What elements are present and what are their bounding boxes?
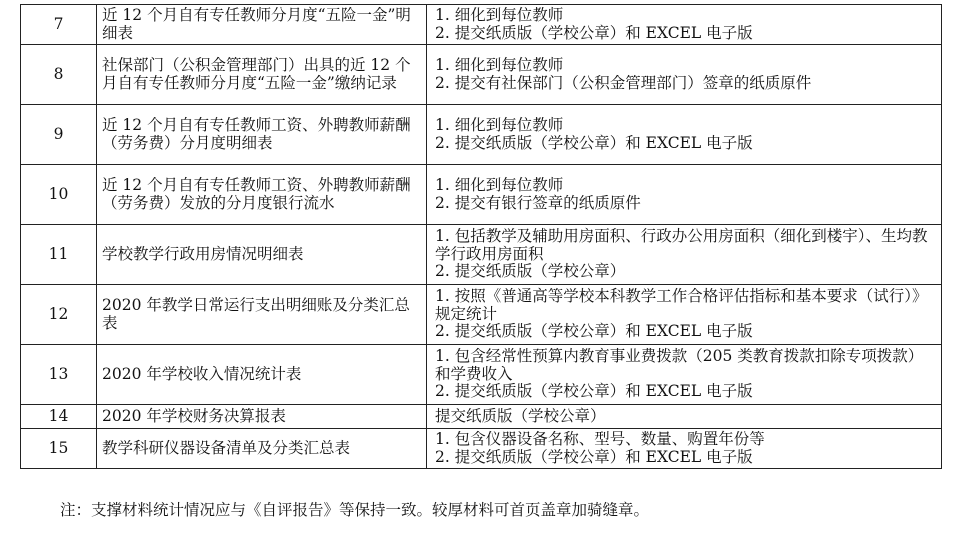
materials-table (20, 4, 942, 469)
row-number: 10 (21, 165, 97, 225)
row-number: 8 (21, 45, 97, 105)
requirement-line: 2. 提交纸质版（学校公章）和 EXCEL 电子版 (435, 322, 753, 341)
requirements-cell (427, 405, 942, 429)
table-row (21, 285, 942, 345)
row-number: 15 (21, 429, 97, 469)
material-name-cell (97, 105, 427, 165)
material-name: 2020 年教学日常运行支出明细账及分类汇总表 (102, 296, 410, 332)
row-number: 9 (21, 105, 97, 165)
requirement-line: 2. 提交纸质版（学校公章）和 EXCEL 电子版 (435, 447, 753, 466)
material-name: 近 12 个月自有专任教师分月度“五险一金”明细表 (102, 6, 411, 42)
material-name: 教学科研仪器设备清单及分类汇总表 (102, 438, 351, 457)
requirement-line: 2. 提交纸质版（学校公章）和 EXCEL 电子版 (435, 382, 753, 401)
requirement-line: 2. 提交纸质版（学校公章）和 EXCEL 电子版 (435, 133, 753, 152)
requirement-line: 2. 提交有社保部门（公积金管理部门）签章的纸质原件 (435, 73, 812, 92)
table-row (21, 225, 942, 285)
requirement-line: 提交纸质版（学校公章） (435, 406, 606, 425)
material-name-cell (97, 5, 427, 45)
requirement-line: 1. 细化到每位教师 (435, 56, 564, 74)
requirement-line: 1. 细化到每位教师 (435, 6, 564, 24)
table-row (21, 105, 942, 165)
row-number: 13 (21, 345, 97, 405)
table-row (21, 45, 942, 105)
table-body (21, 5, 942, 469)
requirements-cell (427, 225, 942, 285)
requirement-line: 1. 包含经常性预算内教育事业费拨款（205 类教育拨款扣除专项拨款）和学费收入 (435, 347, 924, 383)
requirement-line: 1. 细化到每位教师 (435, 176, 564, 194)
material-name-cell (97, 405, 427, 429)
table-row (21, 429, 942, 469)
requirements-cell (427, 45, 942, 105)
table-row (21, 5, 942, 45)
requirements-cell (427, 345, 942, 405)
material-name: 社保部门（公积金管理部门）出具的近 12 个月自有专任教师分月度“五险一金”缴纳记录 (102, 56, 411, 92)
requirement-line: 1. 细化到每位教师 (435, 116, 564, 134)
material-name: 2020 年学校财务决算报表 (102, 406, 286, 425)
requirements-cell (427, 285, 942, 345)
material-name-cell (97, 285, 427, 345)
requirements-cell (427, 105, 942, 165)
requirements-cell (427, 165, 942, 225)
material-name: 2020 年学校收入情况统计表 (102, 364, 302, 383)
table-row (21, 165, 942, 225)
requirement-line: 2. 提交有银行签章的纸质原件 (435, 193, 641, 212)
footnote: 注：支撑材料统计情况应与《自评报告》等保持一致。较厚材料可首页盖章加骑缝章。 (60, 501, 650, 519)
material-name: 近 12 个月自有专任教师工资、外聘教师薪酬（劳务费）分月度明细表 (102, 116, 411, 152)
material-name-cell (97, 45, 427, 105)
material-name-cell (97, 345, 427, 405)
material-name-cell (97, 225, 427, 285)
row-number: 7 (21, 5, 97, 45)
requirements-cell (427, 429, 942, 469)
requirement-line: 1. 包括教学及辅助用房面积、行政办公用房面积（细化到楼宇）、生均教学行政用房面积 (435, 227, 928, 263)
requirement-line: 1. 按照《普通高等学校本科教学工作合格评估指标和基本要求（试行）》规定统计 (435, 287, 928, 323)
material-name: 学校教学行政用房情况明细表 (102, 244, 304, 263)
requirement-line: 1. 包含仪器设备名称、型号、数量、购置年份等 (435, 430, 765, 448)
material-name: 近 12 个月自有专任教师工资、外聘教师薪酬（劳务费）发放的分月度银行流水 (102, 176, 411, 212)
material-name-cell (97, 165, 427, 225)
row-number: 12 (21, 285, 97, 345)
table-row (21, 345, 942, 405)
requirement-line: 2. 提交纸质版（学校公章） (435, 262, 626, 281)
requirements-cell (427, 5, 942, 45)
row-number: 14 (21, 405, 97, 429)
material-name-cell (97, 429, 427, 469)
requirement-line: 2. 提交纸质版（学校公章）和 EXCEL 电子版 (435, 23, 753, 42)
row-number: 11 (21, 225, 97, 285)
table-row (21, 405, 942, 429)
